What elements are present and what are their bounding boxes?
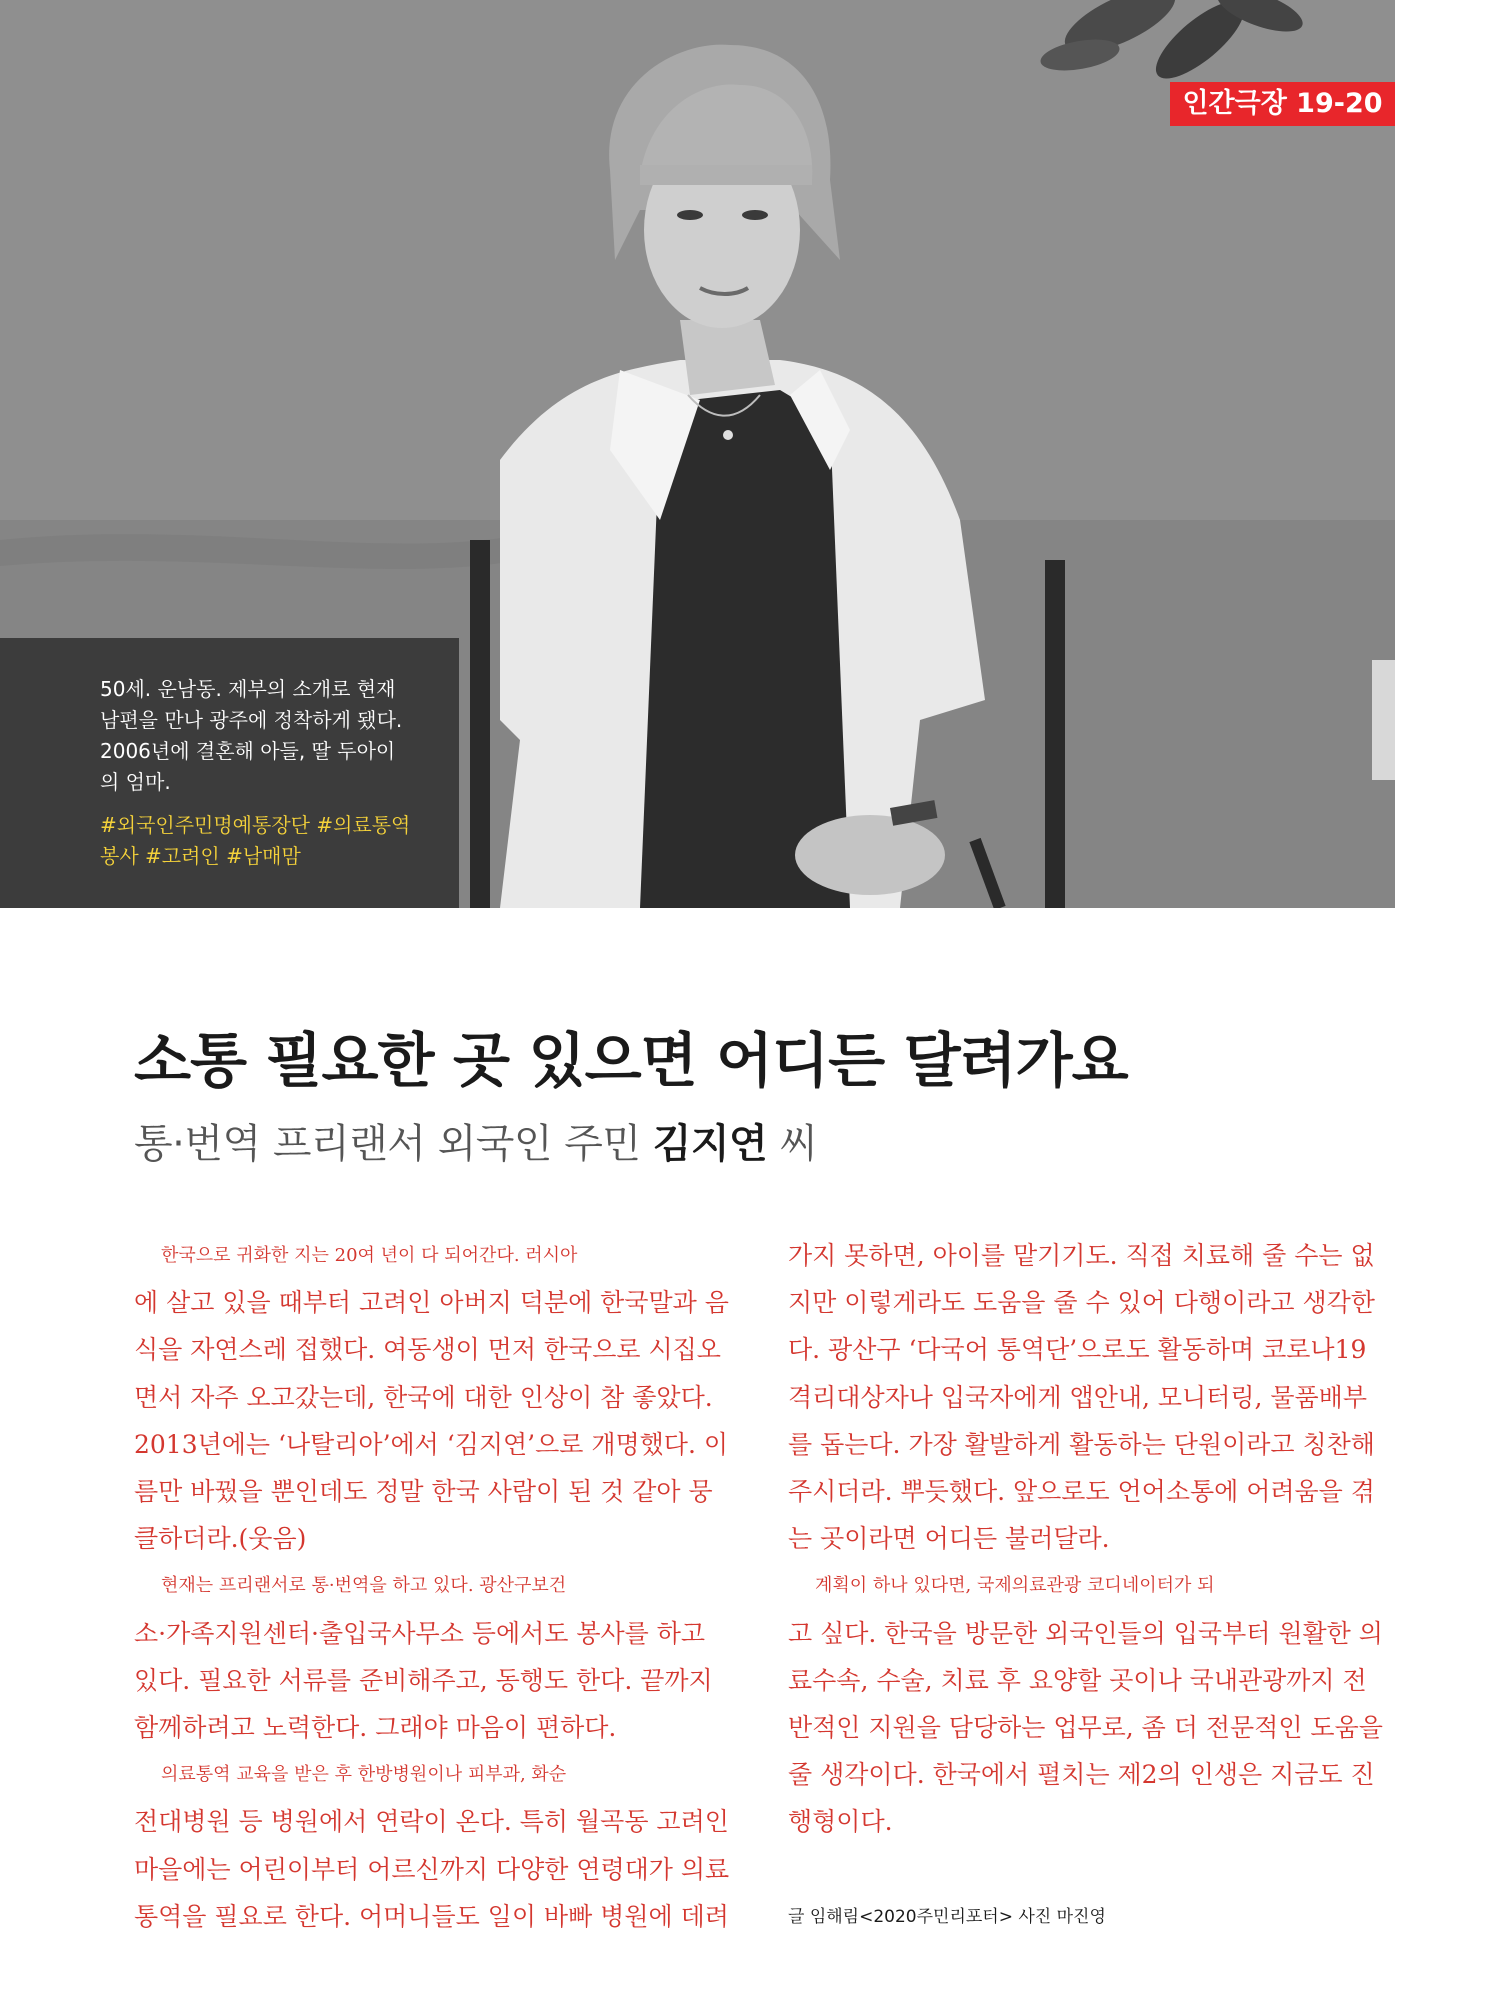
body-text-line: 반적인 지원을 담당하는 업무로, 좀 더 전문적인 도움을 [788, 1713, 1383, 1743]
body-text-line: 함께하려고 노력한다. 그래야 마음이 편하다. [134, 1713, 617, 1743]
caption-bio-line: 의 엄마. [100, 770, 171, 794]
body-text-line: 소·가족지원센터·출입국사무소 등에서도 봉사를 하고 [134, 1618, 706, 1648]
caption-tag-line: 봉사 #고려인 #남매맘 [100, 844, 301, 868]
body-text-line: 클하더라.(웃음) [134, 1524, 307, 1554]
body-text-line: 식을 자연스레 접했다. 여동생이 먼저 한국으로 시집오 [134, 1335, 721, 1365]
caption-box [0, 638, 459, 908]
body-text-line: 료수속, 수술, 치료 후 요양할 곳이나 국내관광까지 전 [788, 1665, 1367, 1695]
body-text-line: 마을에는 어린이부터 어르신까지 다양한 연령대가 의료 [134, 1854, 730, 1884]
caption-hashtags [100, 810, 440, 872]
body-text-line: 는 곳이라면 어디든 불러달라. [788, 1524, 1110, 1554]
caption-bio-line: 남편을 만나 광주에 정착하게 됐다. [100, 708, 403, 732]
article-subheadline [134, 1112, 1384, 1169]
byline-credit: 글 임해림<2020주민리포터> 사진 마진영 [788, 1907, 1106, 1927]
body-text-line: 행형이다. [788, 1807, 893, 1837]
body-text-line: 다. 광산구 ‘다국어 통역단’으로도 활동하며 코로나19 [788, 1335, 1367, 1365]
caption-tag-line: #외국인주민명예통장단 #의료통역 [100, 813, 411, 837]
body-text-line: 에 살고 있을 때부터 고려인 아버지 덕분에 한국말과 음 [134, 1288, 729, 1318]
portrait-photo [0, 0, 1395, 908]
body-column-left [134, 1232, 744, 1940]
subhead-prefix: 통·번역 프리랜서 외국인 주민 [134, 1121, 641, 1167]
body-text-line: 를 돕는다. 가장 활발하게 활동하는 단원이라고 칭찬해 [788, 1429, 1375, 1459]
body-text-line: 통역을 필요로 한다. 어머니들도 일이 바빠 병원에 데려 [134, 1901, 729, 1931]
body-text-line: 격리대상자나 입국자에게 앱안내, 모니터링, 물품배부 [788, 1382, 1367, 1412]
body-text-line: 전대병원 등 병원에서 연락이 온다. 특히 월곡동 고려인 [134, 1807, 729, 1837]
subject-name: 김지연 [652, 1121, 768, 1167]
body-text-line: 현재는 프리랜서로 통·번역을 하고 있다. 광산구보건 [161, 1575, 567, 1597]
caption-bio-line: 2006년에 결혼해 아들, 딸 두아이 [100, 739, 396, 763]
caption-bio [100, 674, 430, 798]
body-text-line: 줄 생각이다. 한국에서 펼치는 제2의 인생은 지금도 진 [788, 1760, 1375, 1790]
body-text-line: 름만 바꿨을 뿐인데도 정말 한국 사람이 된 것 같아 뭉 [134, 1477, 713, 1507]
section-badge: 인간극장 19-20 [1170, 82, 1395, 126]
body-text-line: 의료통역 교육을 받은 후 한방병원이나 피부과, 화순 [161, 1764, 567, 1786]
body-text-line: 주시더라. 뿌듯했다. 앞으로도 언어소통에 어려움을 겪 [788, 1477, 1375, 1507]
body-column-right [788, 1232, 1398, 1846]
body-text-line: 계획이 하나 있다면, 국제의료관광 코디네이터가 되 [815, 1575, 1215, 1597]
body-text-line: 고 싶다. 한국을 방문한 외국인들의 입국부터 원활한 의 [788, 1618, 1383, 1648]
article-headline: 소통 필요한 곳 있으면 어디든 달려가요 [134, 1026, 1128, 1095]
body-text-line: 있다. 필요한 서류를 준비해주고, 동행도 한다. 끝까지 [134, 1665, 713, 1695]
subhead-suffix: 씨 [779, 1121, 818, 1167]
body-text-line: 2013년에는 ‘나탈리아’에서 ‘김지연’으로 개명했다. 이 [134, 1429, 728, 1459]
body-text-line: 지만 이렇게라도 도움을 줄 수 있어 다행이라고 생각한 [788, 1288, 1375, 1318]
body-text-line: 면서 자주 오고갔는데, 한국에 대한 인상이 참 좋았다. [134, 1382, 713, 1412]
body-text-line: 한국으로 귀화한 지는 20여 년이 다 되어간다. 러시아 [161, 1245, 578, 1266]
caption-bio-line: 50세. 운남동. 제부의 소개로 현재 [100, 677, 396, 701]
body-text-line: 가지 못하면, 아이를 맡기기도. 직접 치료해 줄 수는 없 [788, 1241, 1375, 1270]
